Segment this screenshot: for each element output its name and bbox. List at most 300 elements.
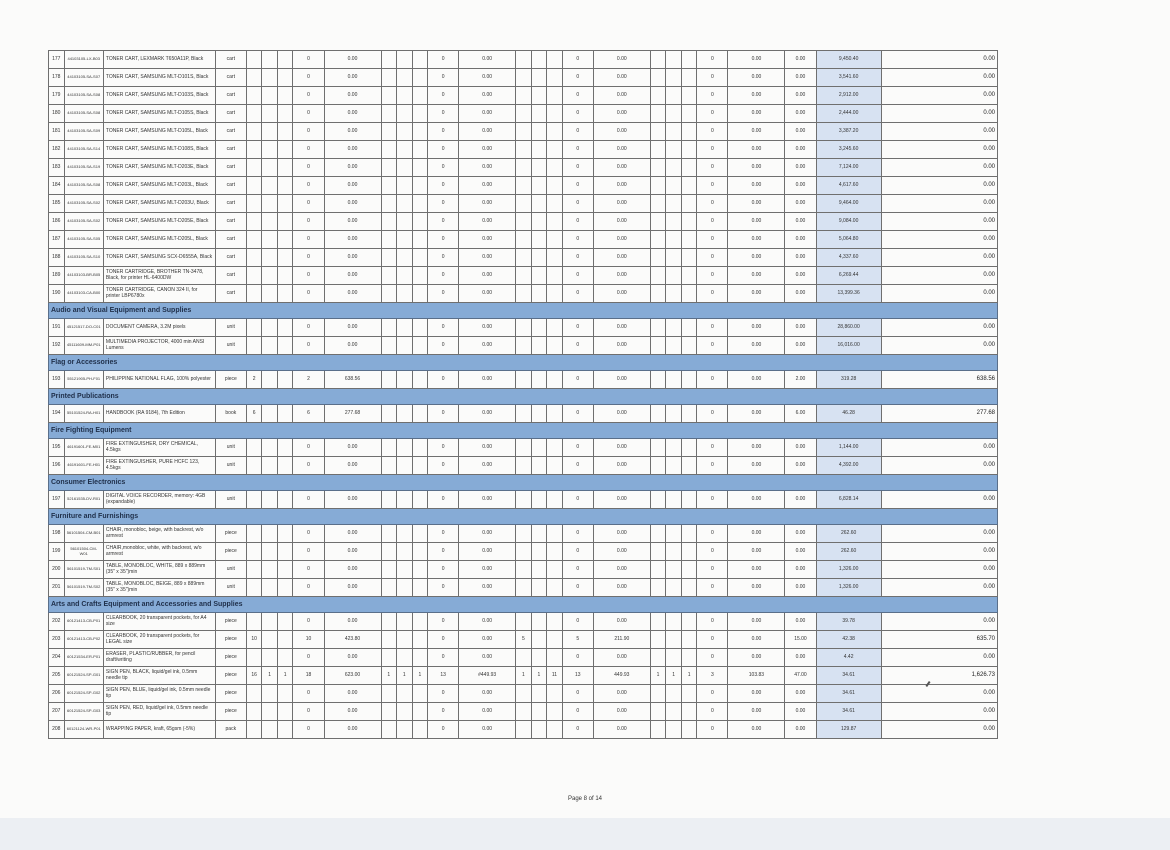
q4-month-3 — [681, 721, 697, 739]
q4-month-3 — [681, 87, 697, 105]
q1-month-1 — [246, 613, 262, 631]
q3-month-3 — [547, 685, 563, 703]
q2-month-1 — [381, 231, 397, 249]
q3-amount: 0.00 — [593, 543, 650, 561]
q3-month-1 — [516, 649, 532, 667]
item-code: 44103105-SA-S09 — [64, 123, 103, 141]
q2-month-3 — [412, 141, 428, 159]
q1-month-2 — [262, 405, 278, 423]
unit-price: 262.60 — [816, 543, 881, 561]
item-number: 185 — [49, 195, 65, 213]
q2-quantity: 0 — [428, 177, 459, 195]
q1-month-1 — [246, 141, 262, 159]
item-code: 44103103-CA-B00 — [64, 285, 103, 303]
q4-month-2 — [666, 177, 682, 195]
q4-month-2 — [666, 231, 682, 249]
unit-price: 1,326.00 — [816, 561, 881, 579]
q1-month-3 — [277, 457, 293, 475]
unit-price: 4,617.60 — [816, 177, 881, 195]
total-quantity: 47.00 — [785, 667, 816, 685]
q3-amount: 0.00 — [593, 561, 650, 579]
total-quantity: 0.00 — [785, 105, 816, 123]
total-quantity: 0.00 — [785, 457, 816, 475]
item-number: 202 — [49, 613, 65, 631]
q3-month-3 — [547, 51, 563, 69]
q2-month-2 — [397, 405, 413, 423]
q1-quantity: 0 — [293, 721, 324, 739]
total-quantity: 2.00 — [785, 371, 816, 389]
unit-of-measure: cart — [215, 267, 246, 285]
q3-month-1 — [516, 213, 532, 231]
q4-month-2 — [666, 561, 682, 579]
item-code: 46191601-FE-H01 — [64, 457, 103, 475]
q2-month-3 — [412, 195, 428, 213]
unit-of-measure: unit — [215, 491, 246, 509]
q4-amount: 0.00 — [728, 457, 785, 475]
q4-month-2 — [666, 267, 682, 285]
q1-amount: 0.00 — [324, 543, 381, 561]
q4-month-1 — [650, 579, 666, 597]
total-quantity: 0.00 — [785, 721, 816, 739]
q2-amount: 0.00 — [459, 685, 516, 703]
q2-quantity: 0 — [428, 649, 459, 667]
q1-month-3 — [277, 703, 293, 721]
q1-amount: 0.00 — [324, 267, 381, 285]
q3-month-2 — [531, 267, 547, 285]
q3-amount: 0.00 — [593, 337, 650, 355]
q4-month-3 — [681, 543, 697, 561]
q4-amount: 0.00 — [728, 177, 785, 195]
item-number: 199 — [49, 543, 65, 561]
item-code: 60121413-CB-P01 — [64, 613, 103, 631]
q2-month-3 — [412, 177, 428, 195]
q4-month-3 — [681, 141, 697, 159]
table-row — [49, 123, 998, 141]
item-description: DIGITAL VOICE RECORDER, memory: 4GB (expandable) — [103, 491, 215, 509]
q4-amount: 103.83 — [728, 667, 785, 685]
q3-month-1 — [516, 371, 532, 389]
q2-month-1 — [381, 337, 397, 355]
q1-quantity: 0 — [293, 159, 324, 177]
q3-month-3 — [547, 405, 563, 423]
q3-month-3 — [547, 195, 563, 213]
q2-month-2 — [397, 123, 413, 141]
q1-month-2 — [262, 105, 278, 123]
q1-month-2 — [262, 525, 278, 543]
q3-month-2 — [531, 141, 547, 159]
unit-price: 1,326.00 — [816, 579, 881, 597]
q2-month-1 — [381, 703, 397, 721]
q2-month-2 — [397, 105, 413, 123]
q4-amount: 0.00 — [728, 51, 785, 69]
q3-month-2 — [531, 177, 547, 195]
category-row — [49, 355, 998, 371]
unit-price: 4.42 — [816, 649, 881, 667]
q3-month-3 — [547, 213, 563, 231]
q4-quantity: 0 — [697, 703, 728, 721]
q4-quantity: 0 — [697, 405, 728, 423]
item-number: 196 — [49, 457, 65, 475]
unit-of-measure: piece — [215, 685, 246, 703]
unit-of-measure: cart — [215, 177, 246, 195]
q1-amount: 0.00 — [324, 123, 381, 141]
q2-month-3 — [412, 685, 428, 703]
q1-amount: 0.00 — [324, 141, 381, 159]
unit-price: 13,399.36 — [816, 285, 881, 303]
q2-month-1 — [381, 685, 397, 703]
item-number: 201 — [49, 579, 65, 597]
q3-month-2 — [531, 213, 547, 231]
q1-month-2 — [262, 439, 278, 457]
q2-amount: #449.93 — [459, 667, 516, 685]
table-row — [49, 457, 998, 475]
q2-quantity: 0 — [428, 51, 459, 69]
unit-of-measure: unit — [215, 337, 246, 355]
unit-price: 34.61 — [816, 685, 881, 703]
q3-month-3 — [547, 87, 563, 105]
total-amount: 0.00 — [881, 213, 997, 231]
q4-month-3 — [681, 231, 697, 249]
total-quantity: 0.00 — [785, 439, 816, 457]
unit-of-measure: piece — [215, 631, 246, 649]
q3-month-1 — [516, 721, 532, 739]
procurement-plan-table — [48, 50, 998, 739]
q4-quantity: 0 — [697, 177, 728, 195]
table-row — [49, 319, 998, 337]
q4-month-3 — [681, 159, 697, 177]
q4-month-1 — [650, 319, 666, 337]
q4-month-1 — [650, 457, 666, 475]
q3-month-3 — [547, 561, 563, 579]
q1-month-2 — [262, 561, 278, 579]
q3-month-1 — [516, 51, 532, 69]
item-description: CHAIR,monobloc, white, with backrest, w/o armrest — [103, 543, 215, 561]
q1-month-1 — [246, 195, 262, 213]
q3-amount: 0.00 — [593, 371, 650, 389]
q1-month-3 — [277, 177, 293, 195]
q2-month-2 — [397, 439, 413, 457]
q3-quantity: 0 — [562, 457, 593, 475]
q3-month-1 — [516, 195, 532, 213]
unit-price: 34.61 — [816, 667, 881, 685]
q1-quantity: 0 — [293, 123, 324, 141]
unit-price: 34.61 — [816, 703, 881, 721]
q2-quantity: 0 — [428, 87, 459, 105]
q4-month-3 — [681, 439, 697, 457]
q3-month-2 — [531, 285, 547, 303]
q4-amount: 0.00 — [728, 87, 785, 105]
item-description: TONER CART, SAMSUNG MLT-D205L, Black — [103, 231, 215, 249]
q1-amount: 0.00 — [324, 579, 381, 597]
q4-month-3 — [681, 319, 697, 337]
q2-quantity: 0 — [428, 543, 459, 561]
q4-month-3 — [681, 337, 697, 355]
q2-quantity: 0 — [428, 457, 459, 475]
q2-month-1 — [381, 613, 397, 631]
unit-of-measure: piece — [215, 525, 246, 543]
q3-month-3 — [547, 337, 563, 355]
q1-quantity: 2 — [293, 371, 324, 389]
q3-month-1 — [516, 439, 532, 457]
q1-month-2 — [262, 685, 278, 703]
q1-amount: 0.00 — [324, 285, 381, 303]
q1-month-3 — [277, 69, 293, 87]
q1-month-1: 2 — [246, 371, 262, 389]
item-number: 205 — [49, 667, 65, 685]
q4-quantity: 0 — [697, 319, 728, 337]
q2-month-2: 1 — [397, 667, 413, 685]
q3-amount: 449.93 — [593, 667, 650, 685]
total-amount: 0.00 — [881, 141, 997, 159]
item-description: WRAPPING PAPER, kraft, 65gsm (-5%) — [103, 721, 215, 739]
unit-price: 1,144.00 — [816, 439, 881, 457]
item-description: TONER CART, SAMSUNG MLT-D103S, Black — [103, 87, 215, 105]
q2-month-3 — [412, 231, 428, 249]
table-row — [49, 69, 998, 87]
q4-month-2 — [666, 439, 682, 457]
q2-month-2 — [397, 69, 413, 87]
total-quantity: 0.00 — [785, 69, 816, 87]
q4-month-2 — [666, 579, 682, 597]
item-number: 178 — [49, 69, 65, 87]
item-code: 60121524-SP-G02 — [64, 685, 103, 703]
q3-month-3: 11 — [547, 667, 563, 685]
item-number: 193 — [49, 371, 65, 389]
item-code: 44103105-SA-S08 — [64, 87, 103, 105]
q2-month-1 — [381, 51, 397, 69]
q1-quantity: 18 — [293, 667, 324, 685]
q4-month-1 — [650, 631, 666, 649]
q3-month-1 — [516, 285, 532, 303]
item-description: TONER CART, SAMSUNG MLT-D101S, Black — [103, 69, 215, 87]
table-row — [49, 105, 998, 123]
q4-amount: 0.00 — [728, 543, 785, 561]
total-amount: 0.00 — [881, 177, 997, 195]
q4-quantity: 0 — [697, 285, 728, 303]
q1-month-3 — [277, 123, 293, 141]
category-label: Consumer Electronics — [49, 475, 998, 491]
q3-month-3 — [547, 285, 563, 303]
q3-month-2: 1 — [531, 667, 547, 685]
q1-month-2 — [262, 87, 278, 105]
q3-amount: 0.00 — [593, 685, 650, 703]
q2-month-3 — [412, 51, 428, 69]
q4-quantity: 0 — [697, 457, 728, 475]
q4-month-3 — [681, 249, 697, 267]
table-row — [49, 87, 998, 105]
q4-month-2 — [666, 525, 682, 543]
q2-month-1 — [381, 439, 397, 457]
q1-month-3 — [277, 213, 293, 231]
q2-month-3 — [412, 721, 428, 739]
table-row — [49, 579, 998, 597]
q3-month-3 — [547, 439, 563, 457]
item-code: 44103105-SA-S08 — [64, 105, 103, 123]
q3-amount: 0.00 — [593, 703, 650, 721]
q4-quantity: 0 — [697, 105, 728, 123]
q2-quantity: 0 — [428, 231, 459, 249]
q1-month-1 — [246, 579, 262, 597]
q3-month-2 — [531, 319, 547, 337]
q4-month-1 — [650, 213, 666, 231]
q3-month-2 — [531, 703, 547, 721]
unit-of-measure: piece — [215, 649, 246, 667]
q2-month-1 — [381, 213, 397, 231]
total-amount: 0.00 — [881, 613, 997, 631]
category-row — [49, 475, 998, 491]
q1-month-3 — [277, 267, 293, 285]
q3-month-2 — [531, 543, 547, 561]
q1-month-2 — [262, 231, 278, 249]
q3-month-2 — [531, 491, 547, 509]
q3-amount: 0.00 — [593, 579, 650, 597]
q3-month-2 — [531, 337, 547, 355]
item-number: 208 — [49, 721, 65, 739]
unit-of-measure: unit — [215, 439, 246, 457]
q1-quantity: 0 — [293, 285, 324, 303]
total-amount: 0.00 — [881, 543, 997, 561]
total-amount: 277.68 — [881, 405, 997, 423]
q3-amount: 0.00 — [593, 69, 650, 87]
q3-month-1 — [516, 123, 532, 141]
item-code: 46191601-FE-M01 — [64, 439, 103, 457]
item-code: 44103105-SA-S07 — [64, 69, 103, 87]
q4-month-1 — [650, 649, 666, 667]
q2-month-3 — [412, 439, 428, 457]
q3-quantity: 0 — [562, 141, 593, 159]
q2-month-1 — [381, 457, 397, 475]
item-description: CLEARBOOK, 20 transparent pockets, for A4 size — [103, 613, 215, 631]
q1-quantity: 0 — [293, 525, 324, 543]
q3-month-3 — [547, 267, 563, 285]
q3-amount: 0.00 — [593, 319, 650, 337]
q2-month-3 — [412, 337, 428, 355]
q2-month-3 — [412, 249, 428, 267]
q4-month-2 — [666, 141, 682, 159]
q2-quantity: 0 — [428, 213, 459, 231]
unit-price: 3,387.20 — [816, 123, 881, 141]
table-row — [49, 649, 998, 667]
q1-month-1 — [246, 649, 262, 667]
item-description: SIGN PEN, BLUE, liquid/gel ink, 0.5mm needle tip — [103, 685, 215, 703]
total-quantity: 0.00 — [785, 543, 816, 561]
q3-month-1 — [516, 159, 532, 177]
q3-quantity: 0 — [562, 51, 593, 69]
q1-quantity: 0 — [293, 87, 324, 105]
q3-month-2 — [531, 721, 547, 739]
q3-amount: 0.00 — [593, 249, 650, 267]
q2-quantity: 0 — [428, 69, 459, 87]
q1-amount: 0.00 — [324, 195, 381, 213]
q2-quantity: 0 — [428, 285, 459, 303]
item-number: 191 — [49, 319, 65, 337]
q1-month-1 — [246, 123, 262, 141]
category-label: Printed Publications — [49, 389, 998, 405]
q3-quantity: 0 — [562, 213, 593, 231]
q3-quantity: 0 — [562, 405, 593, 423]
q1-month-3 — [277, 195, 293, 213]
total-amount: 0.00 — [881, 51, 997, 69]
q4-month-1 — [650, 195, 666, 213]
q2-quantity: 0 — [428, 703, 459, 721]
item-code: 44103105-SA-S05 — [64, 231, 103, 249]
q4-month-3: 1 — [681, 667, 697, 685]
total-quantity: 0.00 — [785, 123, 816, 141]
q1-quantity: 0 — [293, 249, 324, 267]
total-quantity: 0.00 — [785, 195, 816, 213]
q2-month-2 — [397, 649, 413, 667]
unit-of-measure: piece — [215, 543, 246, 561]
q3-month-2 — [531, 439, 547, 457]
unit-price: 9,464.00 — [816, 195, 881, 213]
q1-quantity: 0 — [293, 579, 324, 597]
q1-month-2: 1 — [262, 667, 278, 685]
q1-quantity: 0 — [293, 491, 324, 509]
q1-quantity: 0 — [293, 267, 324, 285]
item-code: 45111609-MM-P01 — [64, 337, 103, 355]
q1-amount: 0.00 — [324, 649, 381, 667]
q1-month-3 — [277, 87, 293, 105]
q3-quantity: 0 — [562, 231, 593, 249]
q3-month-2 — [531, 405, 547, 423]
q2-amount: 0.00 — [459, 371, 516, 389]
q4-amount: 0.00 — [728, 141, 785, 159]
q1-quantity: 6 — [293, 405, 324, 423]
q4-amount: 0.00 — [728, 267, 785, 285]
q1-month-3 — [277, 319, 293, 337]
q3-month-2 — [531, 51, 547, 69]
q4-month-1 — [650, 249, 666, 267]
total-quantity: 0.00 — [785, 285, 816, 303]
item-number: 192 — [49, 337, 65, 355]
q3-month-3 — [547, 69, 563, 87]
q4-month-3 — [681, 703, 697, 721]
q3-quantity: 0 — [562, 319, 593, 337]
q4-amount: 0.00 — [728, 319, 785, 337]
q4-month-2: 1 — [666, 667, 682, 685]
q4-month-1 — [650, 703, 666, 721]
q2-quantity: 0 — [428, 267, 459, 285]
q3-amount: 0.00 — [593, 159, 650, 177]
q4-amount: 0.00 — [728, 703, 785, 721]
table-row — [49, 337, 998, 355]
item-description: TONER CART, SAMSUNG MLT-D203U, Black — [103, 195, 215, 213]
q3-month-2 — [531, 649, 547, 667]
q2-quantity: 0 — [428, 613, 459, 631]
q4-amount: 0.00 — [728, 213, 785, 231]
q3-quantity: 0 — [562, 721, 593, 739]
q1-month-1 — [246, 177, 262, 195]
category-label: Furniture and Furnishings — [49, 509, 998, 525]
q3-amount: 0.00 — [593, 613, 650, 631]
total-quantity: 0.00 — [785, 177, 816, 195]
total-quantity: 0.00 — [785, 579, 816, 597]
q4-amount: 0.00 — [728, 649, 785, 667]
q3-month-3 — [547, 159, 563, 177]
q3-month-1 — [516, 177, 532, 195]
q4-quantity: 0 — [697, 337, 728, 355]
item-code: 44103105-SA-S08 — [64, 177, 103, 195]
q2-quantity: 13 — [428, 667, 459, 685]
q3-quantity: 0 — [562, 267, 593, 285]
table-row — [49, 491, 998, 509]
q1-amount: 0.00 — [324, 249, 381, 267]
item-description: TONER CART, SAMSUNG MLT-D108S, Black — [103, 141, 215, 159]
q2-amount: 0.00 — [459, 613, 516, 631]
category-label: Audio and Visual Equipment and Supplies — [49, 303, 998, 319]
q4-quantity: 0 — [697, 87, 728, 105]
total-amount: 0.00 — [881, 579, 997, 597]
